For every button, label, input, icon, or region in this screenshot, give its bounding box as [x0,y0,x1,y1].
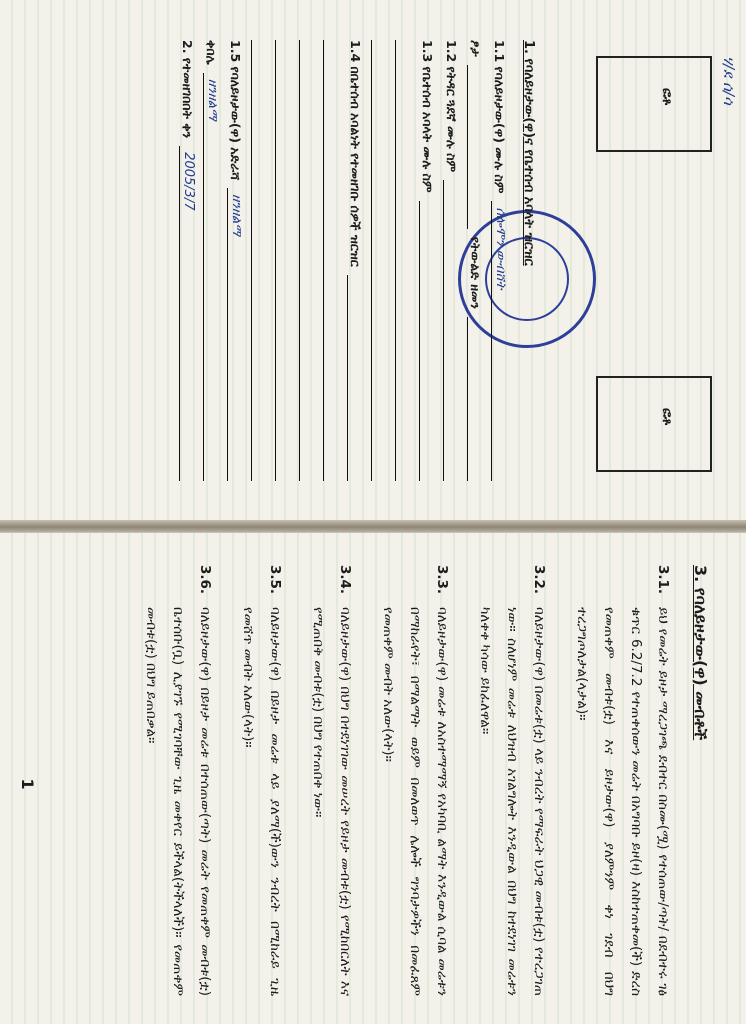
photo-box [596,56,712,152]
rights-item: 3.4. ባለይዞታው(ዋ) በህግ በተደነገገው መሠረት የይዞታ መብቱ(ቷ) የሚከበርለት እና የሚጠበቅ መብቱ(ቷ) በህግ የተጠበቀ ነው። [310,565,353,996]
photo-box [596,376,712,472]
photo-label: ፎቶ [659,408,674,426]
rights-item: 3.5. ባለይዞታው(ዋ) በይዞታ መሬቱ ላይ ያለማ(ች)ውን ንብረት በሚከራይ ጊዜ የመሸጥ መብት አለው(ላት)። [240,565,283,996]
form-row [323,40,347,481]
form-row [299,40,323,481]
photo-label: ፎቶ [659,88,674,106]
holder-form [179,40,536,481]
registration-date-value: 2005/3/7 [179,146,196,481]
form-row [371,40,395,481]
form-row: ቀበሌ ዘንዘልማ [203,40,227,481]
form-row: 1.4 በቤተሰብ አባልነት የተመዘገቡ ሰዎች ዝርዝር [347,40,371,481]
form-row: 1.3 የቤተሰብ አባላት ሙሉ ስም [419,40,443,481]
holder-name-value: ሰሎሞን ውብሸት [491,201,508,481]
sub-heading: የትውልድ ዘመን [468,236,483,309]
form-row: 1.1 የባለይዞታው(ዋ) ሙሉ ስም ሰሎሞን ውብሸት [491,40,515,481]
rights-item: 3.6. ባለይዞታው(ዋ) በይዞታ መሬቱ በተሰጠው(ጣት) መሬት የመጠቀም መብቱ(ቷ) ቤተሰቡ(ቧ) ሊያገኙ የሚገባቸው ጊዜ መቀየር ይችላል(ትችላለች)። የመጠቀም መብቱ(ቷ) በህግ ይጠበቃል። [143,565,213,996]
rights-item: 3.1. ይህ የመሬት ይዞታ ማረጋገጫ ደብተር በስሙ(ሟ) የተሰጠው/ጣት/ በደብተሩ ገፅ ቁጥር 6.2/7.2 የተጠቀሰውን መሬት በአግባቡ ይዞ(ዛ) እስከተጠቀመ(ች) ድረስ የመጠቀም መብቱ(ቷ) እና ይዞታው(ዋ) ያለምንም ቀነ ገደብ በህግ ተረጋግጦለታል(ላታል)። [574,565,671,996]
rights-item: 3.3. ባለይዞታው(ዋ) መሬቱ ለአስተማማኝ የአካባቢ ልማት እንዲውል ሲባል መሬቱን በማከራየት፣ በማልማት ወይም በመለወጥ ሌሎች ግንባታዎችን በመፈጸም የመጠቀም መብት አለው(ላት)። [380,565,450,996]
top-handwriting: ሃ/ደ ሰ/ሳ [720,56,738,105]
form-row: 1.2 የትዳር ጓደኛ ሙሉ ስም [443,40,467,481]
kebele-value: ዘንዘልማ [203,73,220,481]
page-number: 1 [18,778,37,790]
section-title: 3. የባለይዞታው(ዋ) መብቶች [691,565,710,741]
form-row: 1.5 የባለይዞታው(ዋ) አድራሻ ዘንዘልማ [227,40,251,481]
address-value: ዘንዘልማ [227,188,244,481]
form-row: ፆታ የትውልድ ዘመን [467,40,491,481]
rights-item: 3.2. ባለይዞታው(ዋ) በመሬቱ(ቷ) ላይ ንብረት የማፍራት ህጋዊ መብቱ(ቷ) የተረጋገጠ ነው። ስለሆነም መሬቱ ለህዝብ አገልግሎት እንዲውል በህግ ከተደነገገ መሬቱን ካለቀቀ ካሳው ይከፈለዋል። [477,565,547,996]
form-heading: 1. የባለይዞታው(ዋ)ና የቤተሰብ አባላት ዝርዝር [521,40,536,266]
form-row: 2. የተመዘገበበት ቀን 2005/3/7 [179,40,203,481]
form-row [395,40,419,481]
form-row [275,40,299,481]
form-row [251,40,275,481]
rights-page [0,532,746,1024]
